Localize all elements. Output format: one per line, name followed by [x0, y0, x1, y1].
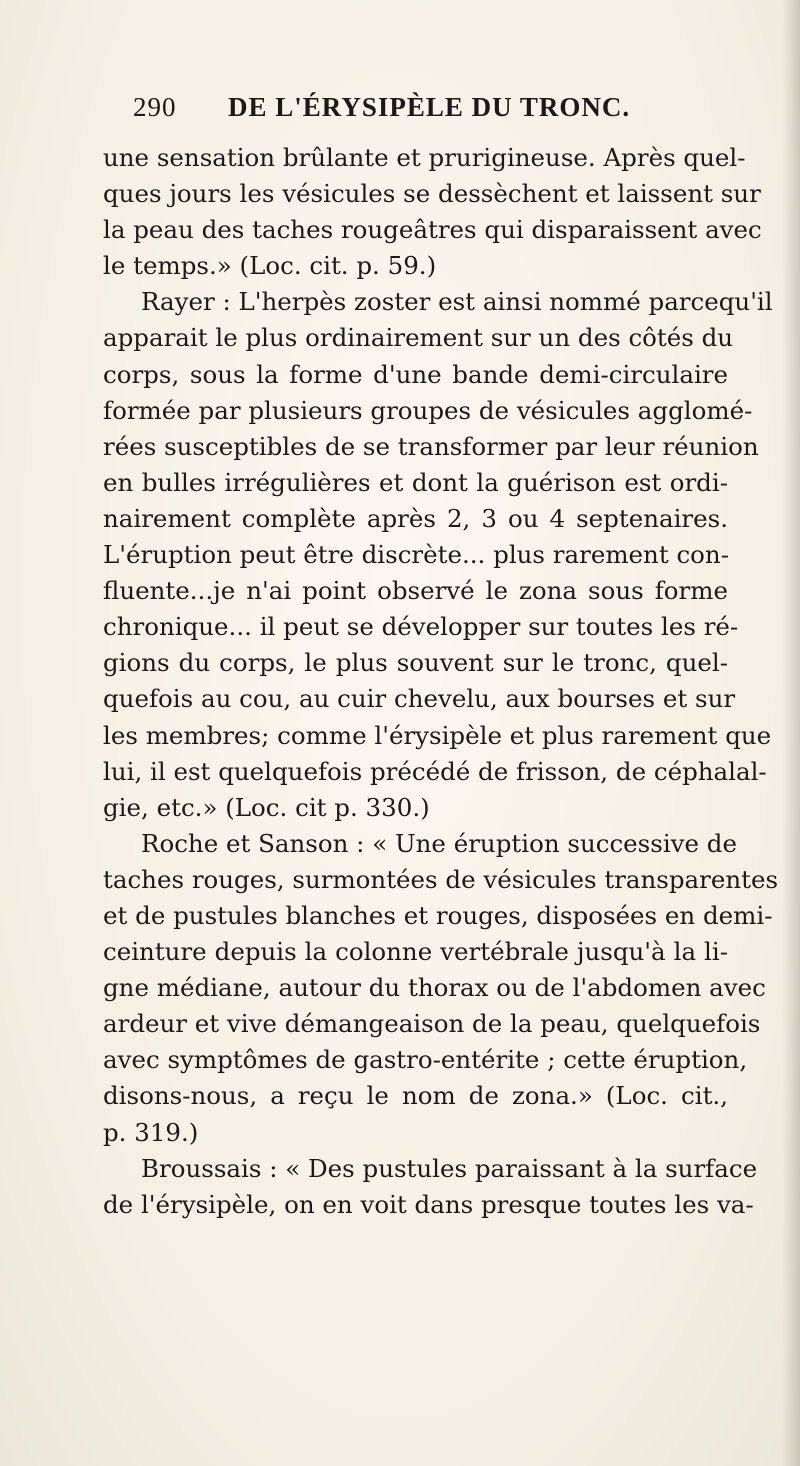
- page-number: 290: [133, 92, 177, 122]
- text-line: taches rouges, surmontées de vésicules transparentes: [103, 864, 779, 894]
- text-line: nairement complète après 2, 3 ou 4 septenaires.: [103, 503, 728, 533]
- text-line: avec symptômes de gastro-entérite ; cette éruption,: [103, 1045, 748, 1075]
- text-line: formée par plusieurs groupes de vésicules agglomé-: [103, 395, 753, 425]
- text-line: disons-nous, a reçu le nom de zona.» (Loc. cit.,: [103, 1081, 728, 1111]
- text-line: ceinture depuis la colonne vertébrale jusqu'à la li-: [103, 937, 728, 967]
- paragraph-start-line: Broussais : « Des pustules paraissant à la surface: [141, 1153, 758, 1183]
- text-line: la peau des taches rougeâtres qui disparaissent avec: [103, 215, 762, 245]
- text-line: gne médiane, autour du thorax ou de l'abdomen avec: [103, 973, 766, 1003]
- text-line: fluente...je n'ai point observé le zona sous forme: [103, 576, 728, 606]
- page-edge-shadow: [782, 0, 800, 1466]
- text-line: le temps.» (Loc. cit. p. 59.): [103, 251, 437, 281]
- text-line: gie, etc.» (Loc. cit p. 330.): [103, 792, 430, 822]
- text-line: p. 319.): [103, 1117, 199, 1147]
- running-title: DE L'ÉRYSIPÈLE DU TRONC.: [228, 92, 631, 122]
- text-line: L'éruption peut être discrète... plus rarement con-: [103, 540, 729, 570]
- text-line: une sensation brûlante et prurigineuse. Après quel-: [103, 143, 746, 172]
- paragraph-start-line: Roche et Sanson : « Une éruption successive de: [141, 828, 737, 858]
- text-line: quefois au cou, au cuir chevelu, aux bourses et sur: [103, 684, 736, 714]
- text-line: de l'érysipèle, on en voit dans presque toutes les va-: [103, 1189, 754, 1219]
- text-line: corps, sous la forme d'une bande demi-circulaire: [103, 359, 728, 389]
- paragraph-start-line: Rayer : L'herpès zoster est ainsi nommé parcequ'il: [141, 287, 773, 317]
- text-line: et de pustules blanches et rouges, disposées en demi-: [103, 900, 773, 930]
- text-line: ardeur et vive démangeaison de la peau, quelquefois: [103, 1009, 761, 1039]
- text-line: rées susceptibles de se transformer par leur réunion: [103, 431, 759, 461]
- page-header: [133, 92, 733, 128]
- text-line: les membres; comme l'érysipèle et plus rarement que: [103, 720, 772, 750]
- text-line: en bulles irrégulières et dont la guérison est ordi-: [103, 467, 728, 497]
- text-line: chronique... il peut se développer sur toutes les ré-: [103, 612, 739, 642]
- text-line: gions du corps, le plus souvent sur le tronc, quel-: [103, 648, 728, 678]
- body-text: [103, 140, 779, 1223]
- text-line: lui, il est quelquefois précédé de frisson, de céphalal-: [103, 756, 767, 786]
- text-line: apparait le plus ordinairement sur un des côtés du: [103, 323, 734, 353]
- text-line: ques jours les vésicules se dessèchent et laissent sur: [103, 179, 761, 209]
